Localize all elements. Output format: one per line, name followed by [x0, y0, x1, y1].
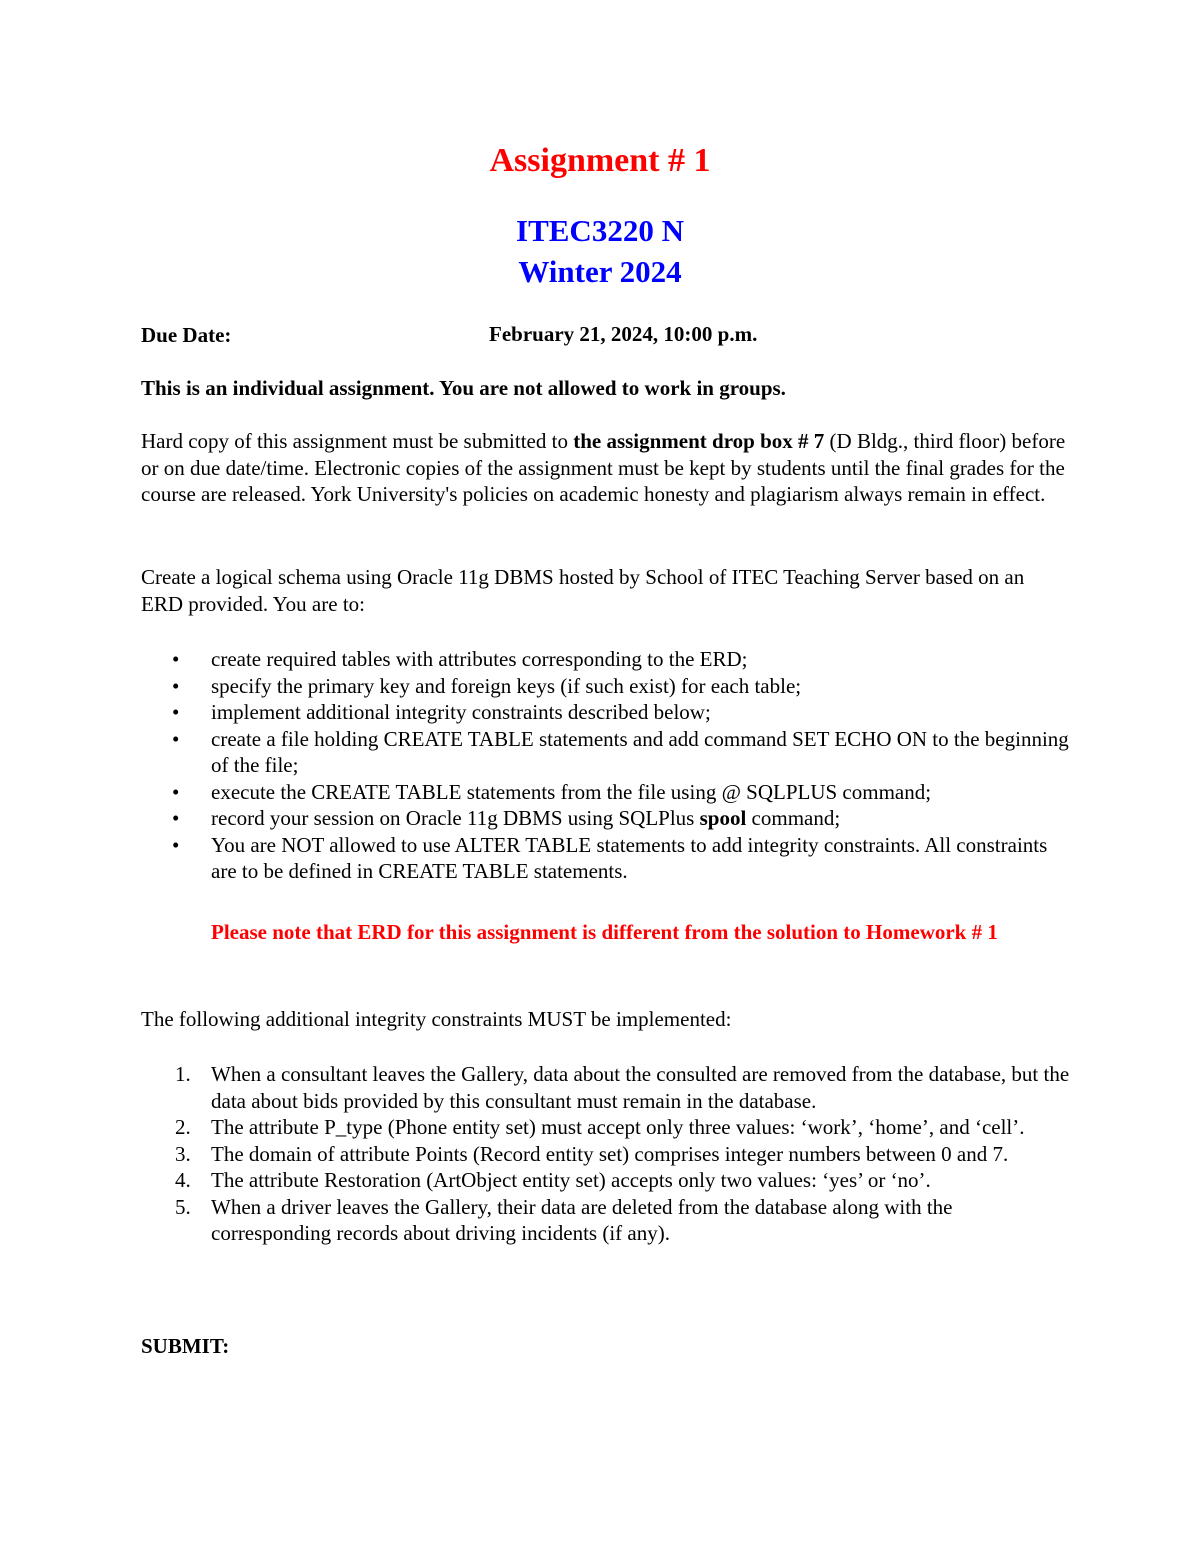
spool-keyword: spool [699, 806, 747, 830]
item-number: 5. [175, 1194, 191, 1219]
item-number: 4. [175, 1168, 191, 1192]
bullet-icon: • [172, 700, 180, 724]
list-item [141, 726, 1071, 779]
list-item [141, 699, 1071, 726]
task-text-start: record your session on Oracle 11g DBMS using SQLPlus [211, 806, 700, 830]
course-code: ITEC3220 N [516, 213, 684, 248]
item-number: 2. [175, 1115, 191, 1139]
intro-paragraph: Create a logical schema using Oracle 11g DBMS hosted by School of ITEC Teaching Server based on an ERD provided. You are to: [141, 565, 1025, 616]
individual-notice: This is an individual assignment. You are not allowed to work in groups. [141, 376, 786, 400]
task-text: specify the primary key and foreign keys (if such exist) for each table; [211, 673, 802, 698]
list-item [141, 1114, 1071, 1141]
bullet-icon: • [172, 673, 180, 698]
list-item [141, 1141, 1071, 1168]
constraint-text: The attribute Restoration (ArtObject entity set) accepts only two values: ‘yes’ or ‘no’. [211, 1168, 931, 1192]
course-term: Winter 2024 [518, 254, 682, 289]
task-text: implement additional integrity constraints described below; [211, 700, 711, 724]
constraint-text: When a driver leaves the Gallery, their data are deleted from the database along with the corresponding records about driving incidents (if any). [211, 1194, 953, 1245]
drop-box-text: the assignment drop box # 7 [573, 429, 825, 453]
submission-paragraph [141, 428, 1071, 508]
due-date-label: Due Date: [141, 323, 232, 347]
constraint-text: The attribute P_type (Phone entity set) must accept only three values: ‘work’, ‘home’, and ‘cell’. [211, 1115, 1025, 1139]
bullet-icon: • [172, 647, 180, 671]
bullet-icon: • [172, 806, 180, 830]
list-item [141, 673, 1071, 700]
submission-text-end: (D Bldg., third floor) before or on due date/time. Electronic copies of the assignment must be kept by students until the final grades for the course are released. York University's policies on academic honesty and plagiarism always remain in effect. [141, 429, 1066, 506]
task-list [141, 646, 1071, 885]
item-number: 1. [175, 1062, 191, 1086]
list-item [141, 779, 1071, 806]
list-item [141, 1167, 1071, 1194]
bullet-icon: • [172, 779, 180, 804]
constraints-intro: The following additional integrity constraints MUST be implemented: [141, 1007, 732, 1031]
constraint-text: When a consultant leaves the Gallery, data about the consulted are removed from the database, but the data about bids provided by this consultant must remain in the database. [211, 1062, 1070, 1113]
constraint-text: The domain of attribute Points (Record entity set) comprises integer numbers between 0 and 7. [211, 1141, 1009, 1166]
bullet-icon: • [172, 832, 180, 857]
erd-note: Please note that ERD for this assignment is different from the solution to Homework # 1 [211, 920, 998, 944]
task-text-end: command; [746, 806, 841, 830]
list-item [141, 1194, 1071, 1247]
list-item [141, 832, 1071, 885]
item-number: 3. [175, 1141, 191, 1166]
task-text: create required tables with attributes corresponding to the ERD; [211, 647, 748, 671]
bullet-icon: • [172, 726, 180, 751]
due-date-value: February 21, 2024, 10:00 p.m. [489, 322, 758, 346]
assignment-title: Assignment # 1 [489, 142, 711, 179]
list-item [141, 646, 1071, 673]
list-item [141, 1061, 1071, 1114]
task-text: create a file holding CREATE TABLE statements and add command SET ECHO ON to the beginning of the file; [211, 726, 1069, 777]
submission-text-start: Hard copy of this assignment must be submitted to [141, 429, 574, 453]
task-text: You are NOT allowed to use ALTER TABLE statements to add integrity constraints. All constraints are to be defined in CREATE TABLE statements. [211, 832, 1048, 883]
constraint-list [141, 1061, 1071, 1247]
submit-heading: SUBMIT: [141, 1334, 230, 1358]
task-text: execute the CREATE TABLE statements from the file using @ SQLPLUS command; [211, 779, 932, 804]
list-item [141, 805, 1071, 832]
